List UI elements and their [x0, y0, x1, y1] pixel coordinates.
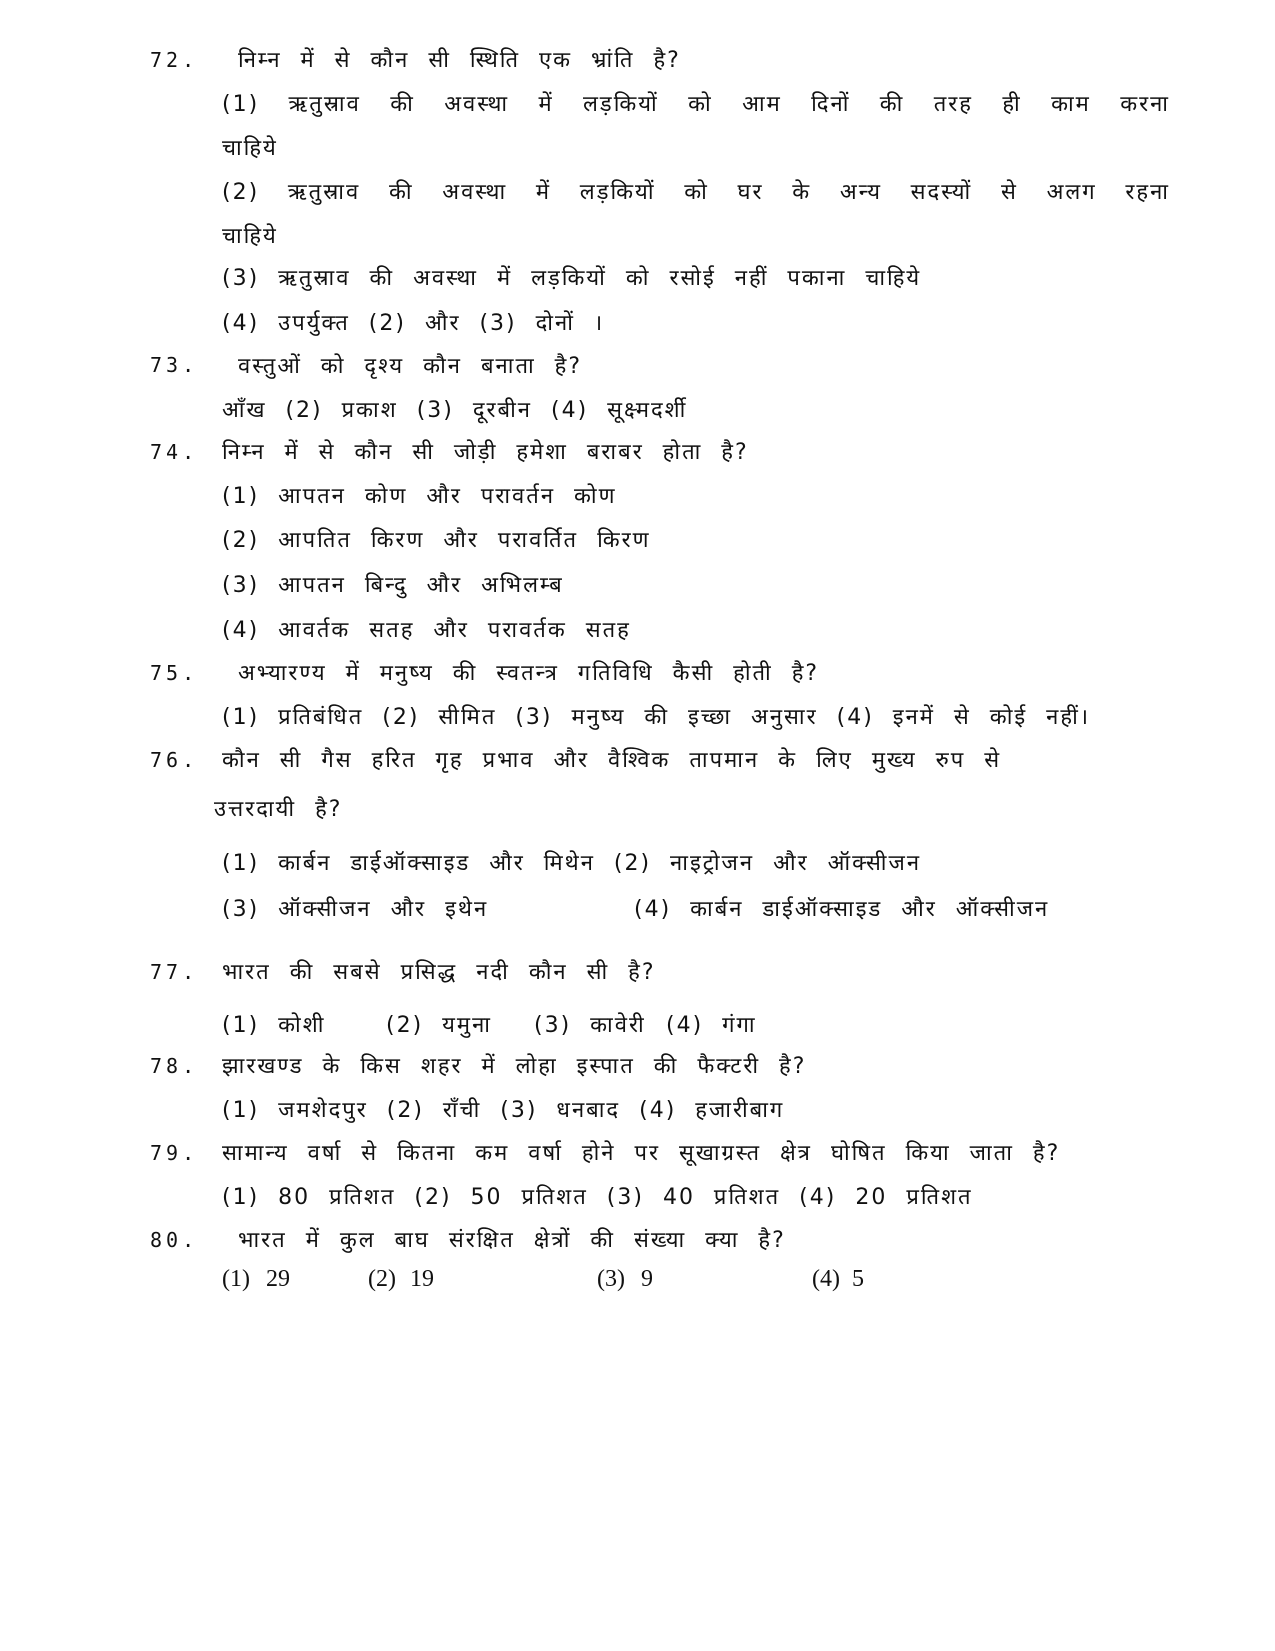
question-number: 75. [150, 661, 199, 685]
question-number: 80. [150, 1228, 199, 1252]
question-text: सामान्य वर्षा से कितना कम वर्षा होने पर सूखाग्रस्त क्षेत्र घोषित किया जाता है? [222, 1141, 1061, 1166]
question-text: वस्तुओं को दृश्य कौन बनाता है? [238, 354, 583, 379]
option-item: (2) यमुना [386, 1013, 492, 1038]
option-line: (1) प्रतिबंधित (2) सीमित (3) मनुष्य की इच्छा अनुसार (4) इनमें से कोई नहीं। [222, 705, 1091, 730]
question-text: कौन सी गैस हरित गृह प्रभाव और वैश्विक तापमान के लिए मुख्य रुप से [222, 748, 1002, 773]
option-item: (1) 29 [222, 1266, 290, 1292]
option-item: (4) 5 [812, 1266, 864, 1292]
option-line: (4) उपर्युक्त (2) और (3) दोनों । [222, 311, 605, 336]
question-text: झारखण्ड के किस शहर में लोहा इस्पात की फैक्टरी है? [222, 1054, 807, 1079]
option-line: (1) 80 प्रतिशत (2) 50 प्रतिशत (3) 40 प्रतिशत (4) 20 प्रतिशत [222, 1185, 973, 1210]
question-text-continued: उत्तरदायी है? [214, 797, 343, 822]
option-item: (3) 9 [597, 1266, 653, 1292]
question-number: 74. [150, 440, 199, 464]
option-line: (1) जमशेदपुर (2) राँची (3) धनबाद (4) हजारीबाग [222, 1098, 785, 1123]
option-line: (2) आपतित किरण और परावर्तित किरण [222, 528, 651, 553]
option-line: (4) आवर्तक सतह और परावर्तक सतह [222, 618, 631, 643]
option-item: (2) 19 [368, 1266, 434, 1292]
question-number: 76. [150, 748, 199, 772]
option-line: (3) ऋतुस्राव की अवस्था में लड़कियों को रसोई नहीं पकाना चाहिये [222, 266, 922, 291]
option-line: (4) कार्बन डाईऑक्साइड और ऑक्सीजन [634, 897, 1050, 922]
question-text: भारत में कुल बाघ संरक्षित क्षेत्रों की संख्या क्या है? [238, 1228, 786, 1253]
option-item: (3) कावेरी [534, 1013, 646, 1038]
option-line: चाहिये [222, 136, 278, 161]
question-text: निम्न में से कौन सी जोड़ी हमेशा बराबर होता है? [222, 440, 749, 465]
option-item: (1) कोशी [222, 1013, 326, 1038]
option-line: (2) ऋतुस्राव की अवस्था में लड़कियों को घर के अन्य सदस्यों से अलग रहना [222, 180, 1170, 205]
option-item: (4) गंगा [666, 1013, 757, 1038]
question-text: भारत की सबसे प्रसिद्ध नदी कौन सी है? [222, 960, 656, 985]
question-text: अभ्यारण्य में मनुष्य की स्वतन्त्र गतिविधि कैसी होती है? [238, 661, 820, 686]
option-line: चाहिये [222, 224, 278, 249]
question-number: 72. [150, 48, 199, 72]
option-line: आँख (2) प्रकाश (3) दूरबीन (4) सूक्ष्मदर्शी [222, 398, 688, 423]
option-line: (3) ऑक्सीजन और इथेन [222, 897, 489, 922]
option-line: (1) ऋतुस्राव की अवस्था में लड़कियों को आम दिनों की तरह ही काम करना [222, 92, 1170, 117]
question-number: 79. [150, 1141, 199, 1165]
option-line: (1) कार्बन डाईऑक्साइड और मिथेन (2) नाइट्रोजन और ऑक्सीजन [222, 851, 922, 876]
question-text: निम्न में से कौन सी स्थिति एक भ्रांति है? [238, 48, 681, 73]
question-number: 77. [150, 960, 199, 984]
option-line: (3) आपतन बिन्दु और अभिलम्ब [222, 573, 564, 598]
question-number: 78. [150, 1054, 199, 1078]
question-number: 73. [150, 353, 199, 377]
option-line: (1) आपतन कोण और परावर्तन कोण [222, 484, 617, 509]
